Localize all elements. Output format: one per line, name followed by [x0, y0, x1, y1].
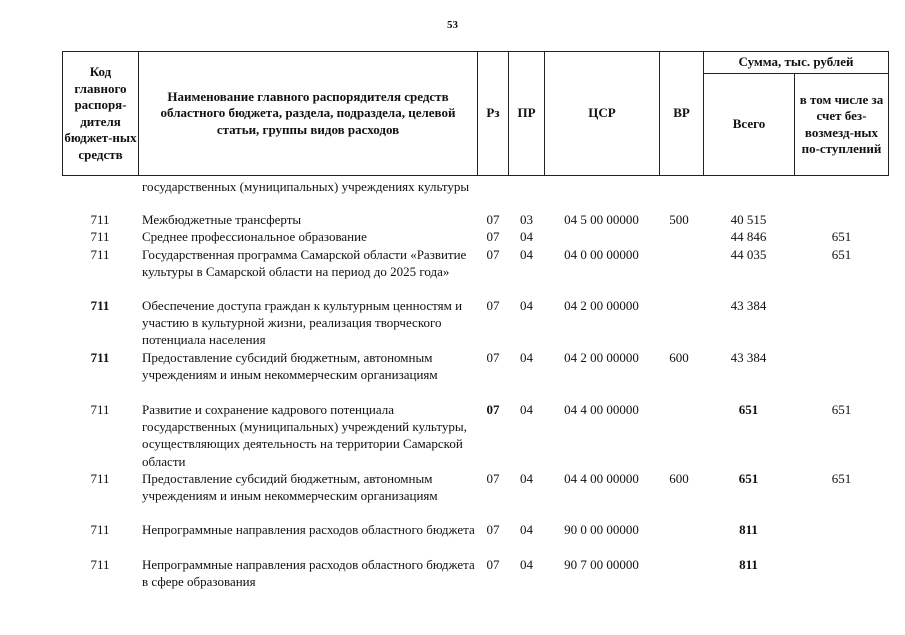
cell-name: Межбюджетные трансферты [142, 212, 302, 227]
cell-total: 651 [738, 471, 759, 486]
header-rz: Рз [486, 105, 500, 121]
cell-name: Непрограммные направления расходов областного бюджета в сфере образования [142, 557, 475, 590]
cell-free: 651 [831, 402, 852, 417]
cell-code: 711 [90, 298, 110, 313]
cell-code: 711 [90, 229, 110, 244]
header-name: Наименование главного распорядителя средств областного бюджета, раздела, подраздела, целевой статьи, группы видов расходов [160, 88, 456, 137]
header-total: Всего [732, 116, 766, 132]
col-border [138, 51, 139, 176]
header-sum: Сумма, тыс. рублей [738, 54, 854, 70]
cell-total: 43 384 [730, 350, 767, 365]
cell-vr: 500 [669, 212, 689, 227]
cell-name: государственных (муниципальных) учреждениях культуры [142, 179, 470, 194]
cell-free: 651 [831, 247, 852, 262]
cell-csr: 04 4 00 00000 [564, 402, 639, 417]
cell-total: 44 035 [730, 247, 767, 262]
cell-free: 651 [831, 471, 852, 486]
cell-csr: 04 2 00 00000 [564, 298, 639, 313]
cell-total: 40 515 [730, 212, 767, 227]
col-border [888, 51, 889, 176]
header-pr: ПР [517, 105, 536, 121]
cell-name: Среднее профессиональное образование [142, 229, 367, 244]
col-border [62, 51, 63, 176]
cell-vr: 600 [669, 350, 689, 365]
col-border [794, 73, 795, 176]
cell-rz: 07 [486, 212, 500, 227]
cell-name: Непрограммные направления расходов областного бюджета [142, 522, 475, 537]
cell-pr: 04 [520, 471, 533, 486]
cell-name: Обеспечение доступа граждан к культурным ценностям и участию в культурной жизни, реализация творческого потенциала населения [142, 298, 463, 348]
cell-name: Развитие и сохранение кадрового потенциала государственных (муниципальных) учреждений культуры, осуществляющих деятельность на территории Самарской области [142, 402, 467, 469]
cell-csr: 04 4 00 00000 [564, 471, 639, 486]
cell-code: 711 [90, 247, 110, 262]
cell-csr: 90 7 00 00000 [564, 557, 639, 572]
cell-rz: 07 [486, 471, 500, 486]
page-number: 53 [447, 19, 458, 31]
cell-total: 44 846 [730, 229, 767, 244]
cell-pr: 04 [520, 247, 533, 262]
header-code: Код главного распоря-дителя бюджет-ных средств [64, 64, 137, 162]
cell-pr: 03 [520, 212, 533, 227]
cell-pr: 04 [520, 402, 533, 417]
cell-code: 711 [90, 471, 110, 486]
cell-total: 43 384 [730, 298, 767, 313]
cell-pr: 04 [520, 298, 533, 313]
cell-rz: 07 [486, 247, 500, 262]
cell-total: 651 [738, 402, 759, 417]
cell-rz: 07 [486, 522, 500, 537]
cell-pr: 04 [520, 350, 533, 365]
cell-code: 711 [90, 350, 110, 365]
cell-total: 811 [739, 557, 758, 572]
cell-rz: 07 [486, 350, 500, 365]
cell-pr: 04 [520, 229, 533, 244]
cell-rz: 07 [486, 557, 500, 572]
cell-pr: 04 [520, 557, 533, 572]
cell-csr: 04 5 00 00000 [564, 212, 639, 227]
cell-name: Предоставление субсидий бюджетным, автономным учреждениям и иным некоммерческим организациям [142, 350, 438, 383]
cell-csr: 90 0 00 00000 [564, 522, 639, 537]
cell-csr: 04 2 00 00000 [564, 350, 639, 365]
cell-rz: 07 [486, 402, 500, 417]
cell-vr: 600 [669, 471, 689, 486]
cell-code: 711 [90, 402, 110, 417]
cell-pr: 04 [520, 522, 533, 537]
cell-code: 711 [90, 212, 110, 227]
header-free: в том числе за счет без-возмезд-ных по-ступлений [799, 91, 884, 156]
header-csr: ЦСР [588, 105, 616, 121]
cell-name: Предоставление субсидий бюджетным, автономным учреждениям и иным некоммерческим организациям [142, 471, 438, 504]
header-bottom-border [62, 175, 889, 176]
cell-rz: 07 [486, 298, 500, 313]
cell-total: 811 [739, 522, 758, 537]
header-vr: ВР [673, 105, 690, 121]
cell-code: 711 [90, 557, 110, 572]
cell-code: 711 [90, 522, 110, 537]
cell-free: 651 [831, 229, 852, 244]
cell-csr: 04 0 00 00000 [564, 247, 639, 262]
cell-name: Государственная программа Самарской области «Развитие культуры в Самарской области на период до 2025 года» [142, 247, 467, 280]
cell-rz: 07 [486, 229, 500, 244]
